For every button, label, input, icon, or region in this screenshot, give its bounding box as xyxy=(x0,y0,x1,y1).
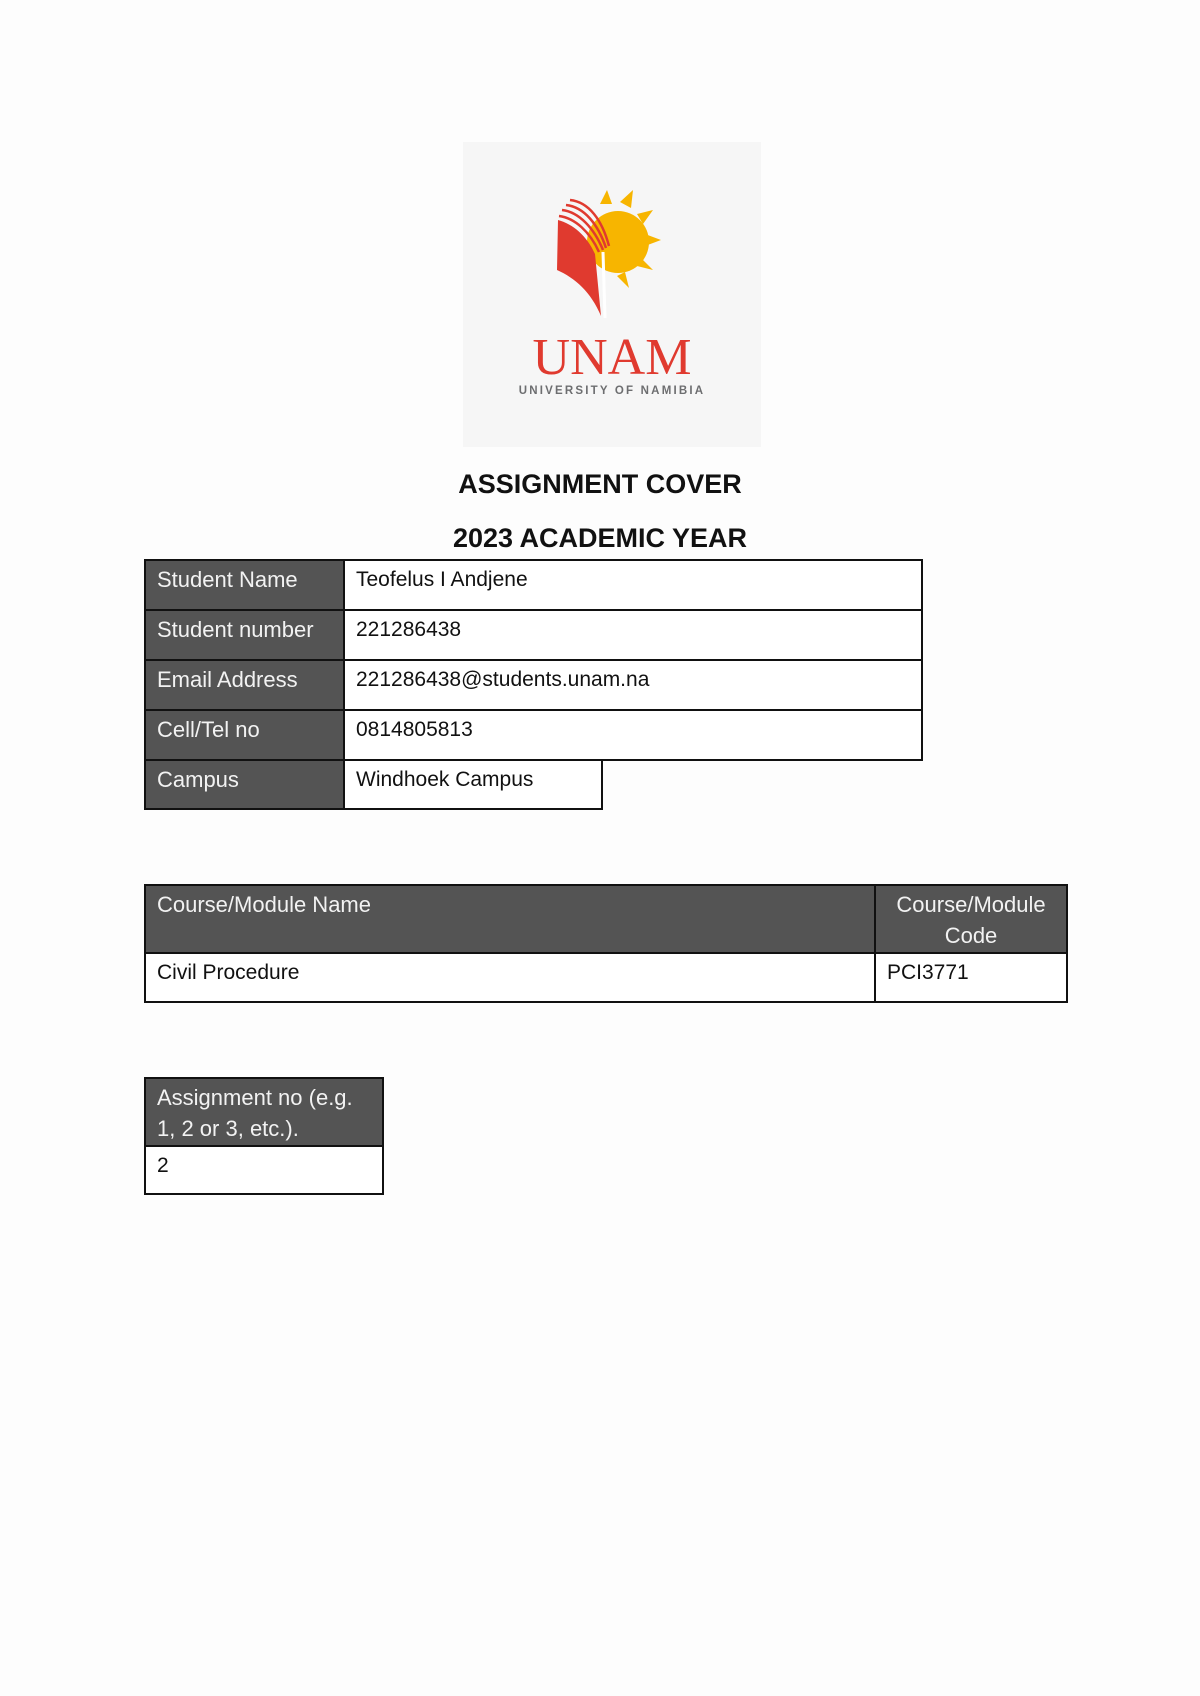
logo-wordmark: UNAM xyxy=(532,329,692,386)
assignment-no-value: 2 xyxy=(144,1145,384,1195)
university-logo xyxy=(463,142,761,447)
student-number-label: Student number xyxy=(144,609,345,661)
cell-tel-label: Cell/Tel no xyxy=(144,709,345,761)
page-subtitle: 2023 ACADEMIC YEAR xyxy=(452,523,748,553)
course-name-value: Civil Procedure xyxy=(144,952,876,1003)
email-address-label: Email Address xyxy=(144,659,345,711)
cell-tel-value: 0814805813 xyxy=(343,709,923,761)
email-address-value: 221286438@students.unam.na xyxy=(343,659,923,711)
assignment-no-header: Assignment no (e.g. 1, 2 or 3, etc.). xyxy=(144,1077,384,1147)
student-number-value: 221286438 xyxy=(343,609,923,661)
logo-subtitle: UNIVERSITY OF NAMIBIA xyxy=(518,385,706,397)
campus-label: Campus xyxy=(144,759,345,810)
student-name-value: Teofelus I Andjene xyxy=(343,559,923,611)
student-name-label: Student Name xyxy=(144,559,345,611)
campus-value: Windhoek Campus xyxy=(343,759,603,810)
course-name-header: Course/Module Name xyxy=(144,884,876,954)
course-code-header: Course/Module Code xyxy=(874,884,1068,954)
unam-logo-icon xyxy=(463,142,761,447)
page-title: ASSIGNMENT COVER xyxy=(458,469,742,499)
course-code-value: PCI3771 xyxy=(874,952,1068,1003)
